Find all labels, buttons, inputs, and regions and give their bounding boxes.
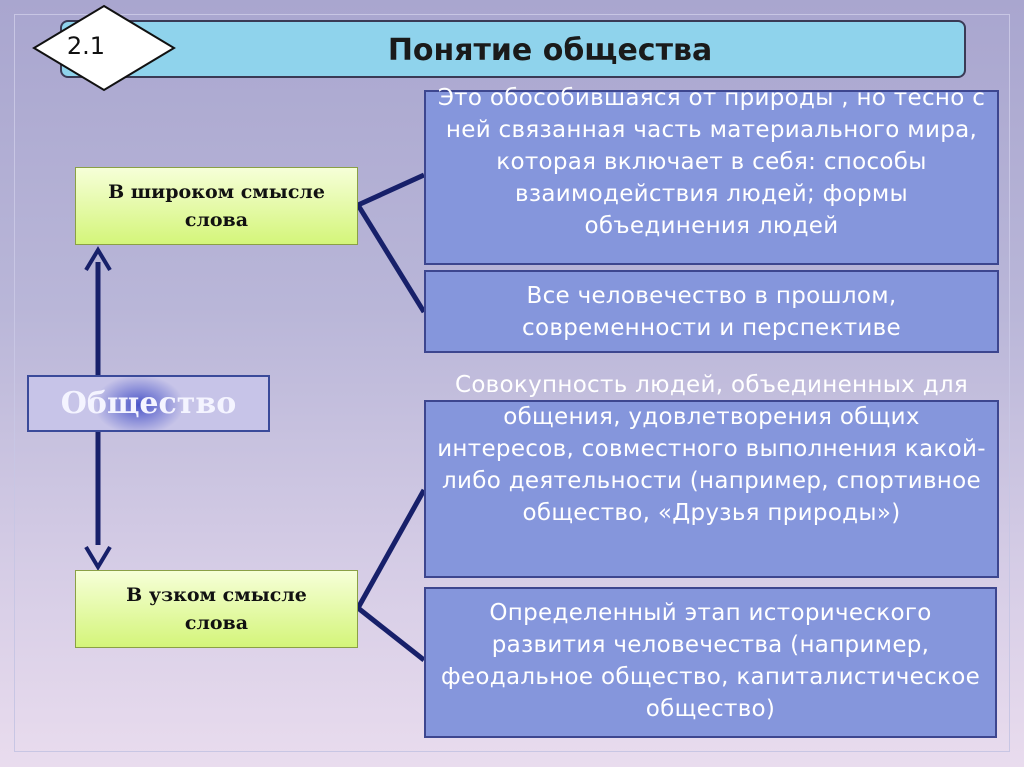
narrow-connector-2 (358, 608, 424, 660)
narrow-definition-1: Совокупность людей, объединенных для общения, удовлетворения общих интересов, совместного выполнения какой-либо деятельности (например, спортивное общество, «Друзья природы») (437, 372, 986, 526)
narrow-definition-2: Определенный этап исторического развития человечества (например, феодальное общество, капиталистическое общество) (440, 600, 981, 722)
broad-sense-box (75, 167, 358, 245)
broad-connector-2 (358, 205, 424, 312)
broad-connector-1 (358, 175, 424, 205)
narrow-sense-box (75, 570, 358, 648)
broad-definition-2: Все человечество в прошлом, современности и перспективе (522, 283, 901, 341)
broad-definition-1: Это обособившаяся от природы , но тесно с ней связанная часть материального мира, которая включает в себя: способы взаимодействия людей; формы объединения людей (437, 85, 986, 239)
page-title: Понятие общества (387, 33, 713, 68)
narrow-sense-label: В узком смысле слова (126, 584, 307, 634)
society-label: Общество (60, 386, 237, 421)
broad-sense-label: В широком смысле слова (108, 181, 325, 231)
arrow-down-head (86, 547, 110, 567)
narrow-connector-1 (358, 490, 424, 608)
section-number: 2.1 (66, 32, 106, 60)
